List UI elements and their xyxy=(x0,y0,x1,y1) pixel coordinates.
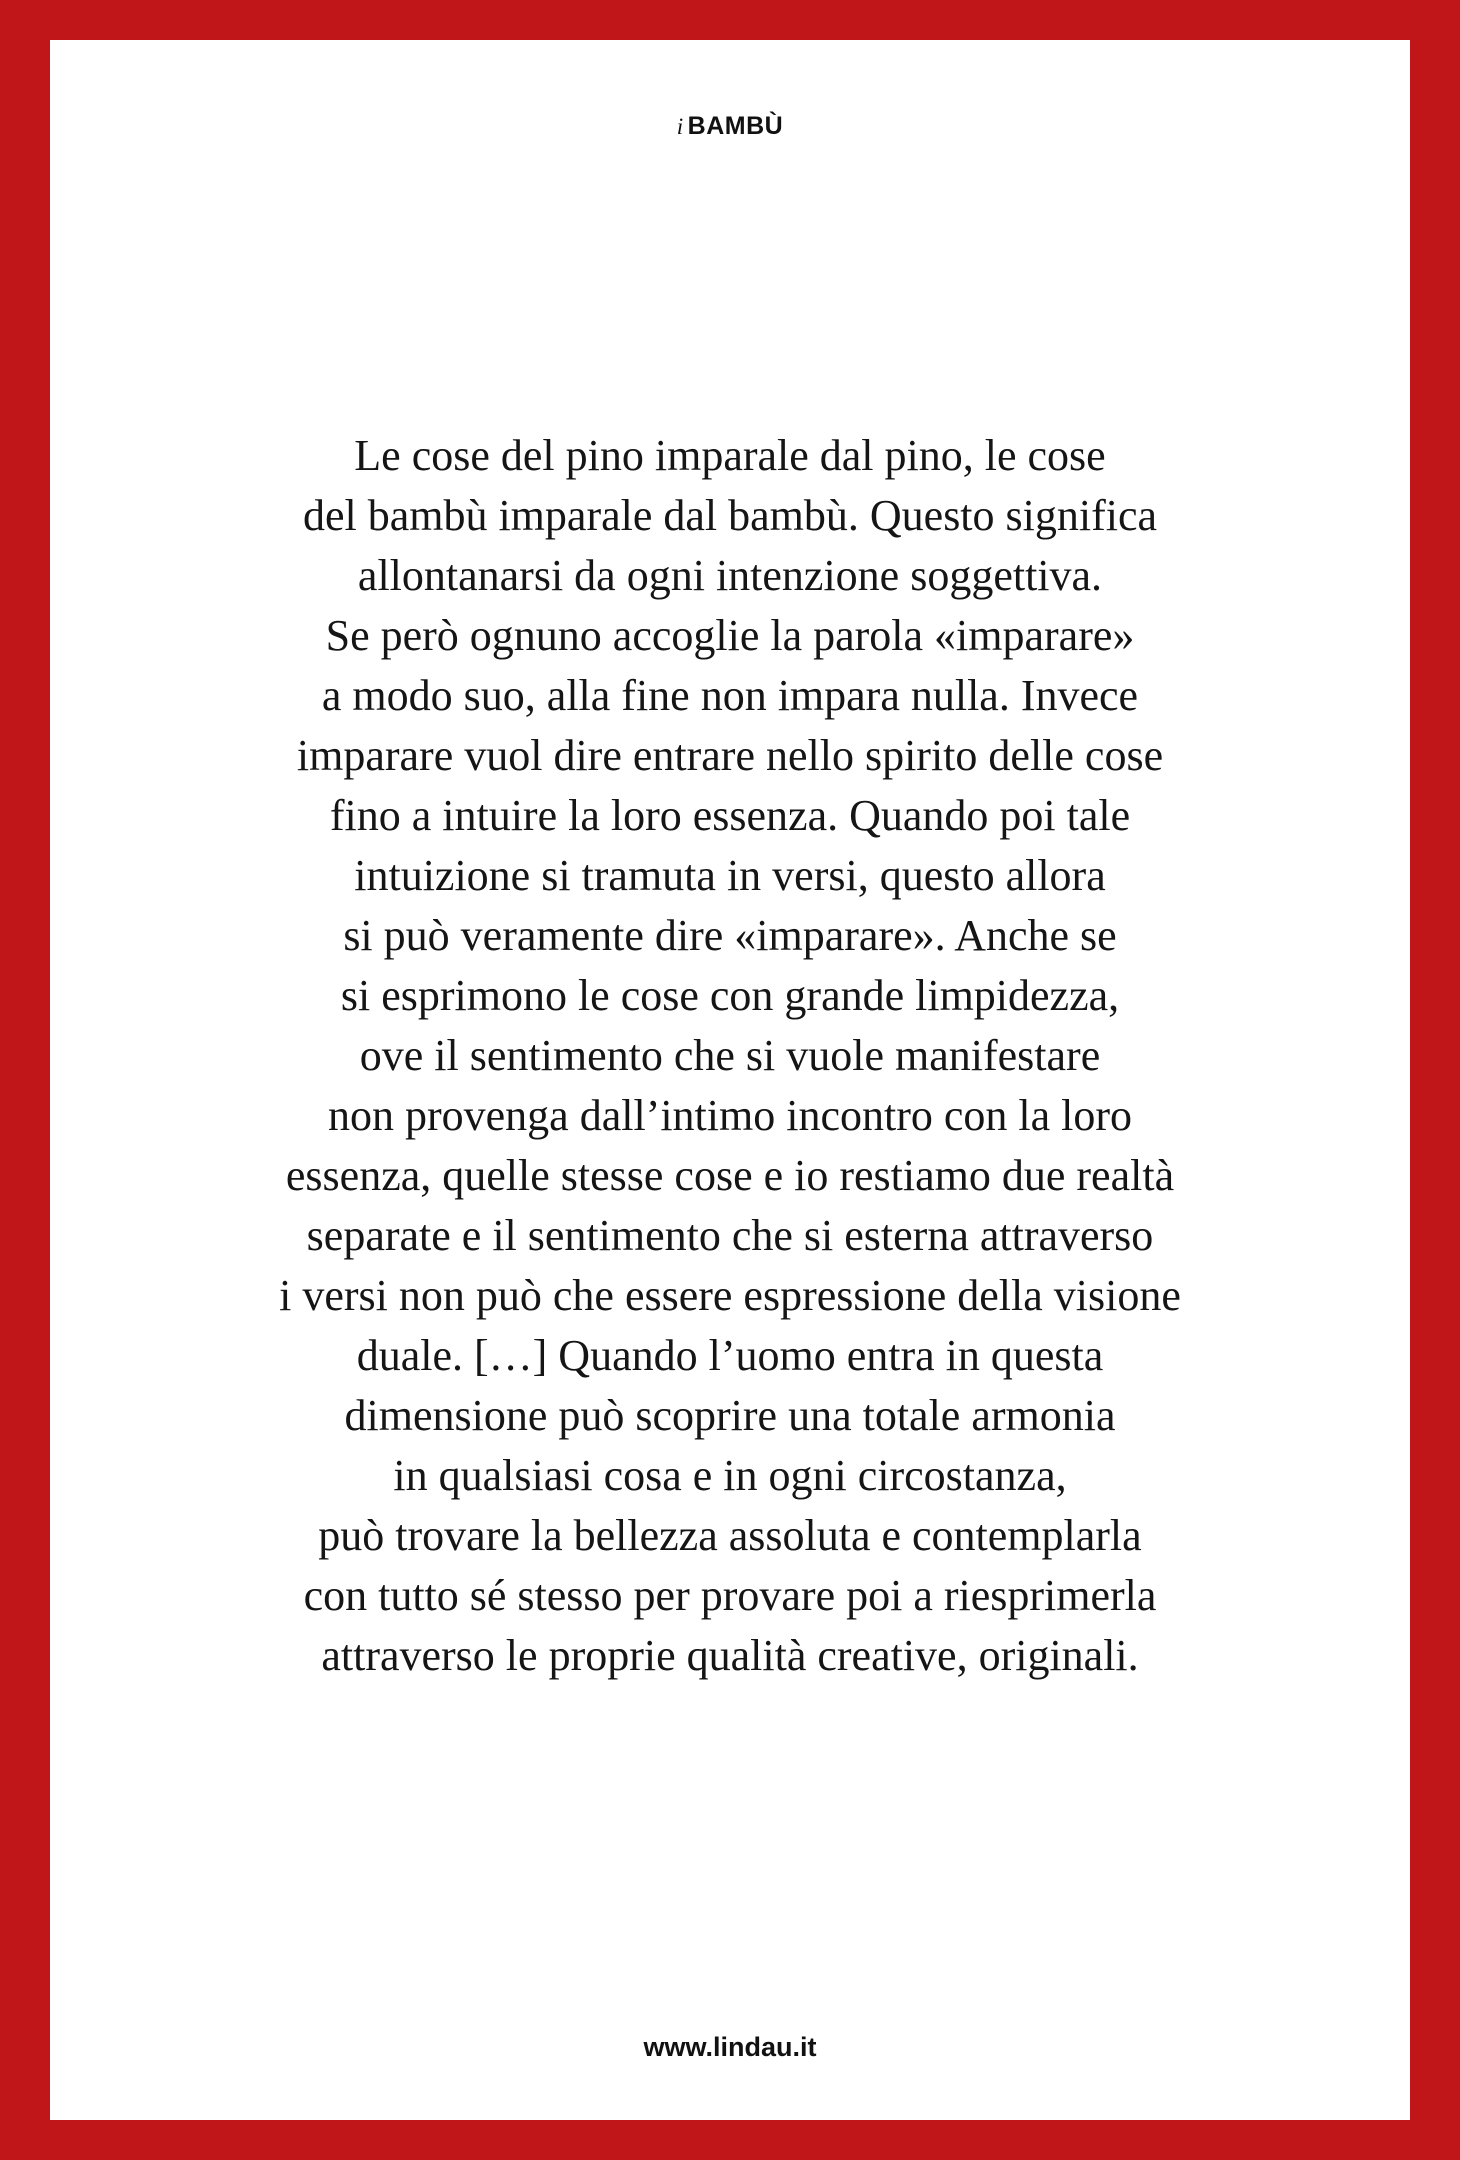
quote-line: attraverso le proprie qualità creative, originali. xyxy=(321,1631,1139,1680)
quote-line: dimensione può scoprire una totale armonia xyxy=(344,1391,1116,1440)
series-name: BAMBÙ xyxy=(687,112,784,140)
quote-line: i versi non può che essere espressione della visione xyxy=(279,1271,1181,1320)
series-logo xyxy=(50,112,1410,141)
quote-line: in qualsiasi cosa e in ogni circostanza, xyxy=(393,1451,1067,1500)
series-prefix: i xyxy=(676,114,684,139)
quote-line: ove il sentimento che si vuole manifestare xyxy=(359,1031,1101,1080)
quote-line: allontanarsi da ogni intenzione soggettiva. xyxy=(357,551,1103,600)
publisher-url: www.lindau.it xyxy=(643,2032,817,2062)
quote-line: Se però ognuno accoglie la parola «imparare» xyxy=(325,611,1135,660)
quote-line: fino a intuire la loro essenza. Quando poi tale xyxy=(329,791,1131,840)
quote-line: si può veramente dire «imparare». Anche se xyxy=(343,911,1117,960)
quote-line: duale. […] Quando l’uomo entra in questa xyxy=(356,1331,1104,1380)
quote-line: non provenga dall’intimo incontro con la loro xyxy=(327,1091,1133,1140)
quote-text xyxy=(50,426,1410,1686)
back-cover-page xyxy=(50,40,1410,2120)
quote-line: intuizione si tramuta in versi, questo allora xyxy=(354,851,1106,900)
quote-line: essenza, quelle stesse cose e io restiamo due realtà xyxy=(285,1151,1175,1200)
quote-line: imparare vuol dire entrare nello spirito delle cose xyxy=(296,731,1164,780)
quote-line: può trovare la bellezza assoluta e contemplarla xyxy=(318,1511,1142,1560)
quote-line: a modo suo, alla fine non impara nulla. Invece xyxy=(321,671,1139,720)
quote-line: si esprimono le cose con grande limpidezza, xyxy=(340,971,1120,1020)
quote-line: del bambù imparale dal bambù. Questo significa xyxy=(302,491,1158,540)
quote-line: con tutto sé stesso per provare poi a riesprimerla xyxy=(303,1571,1157,1620)
quote-line: separate e il sentimento che si esterna attraverso xyxy=(306,1211,1154,1260)
quote-line: Le cose del pino imparale dal pino, le cose xyxy=(354,431,1106,480)
